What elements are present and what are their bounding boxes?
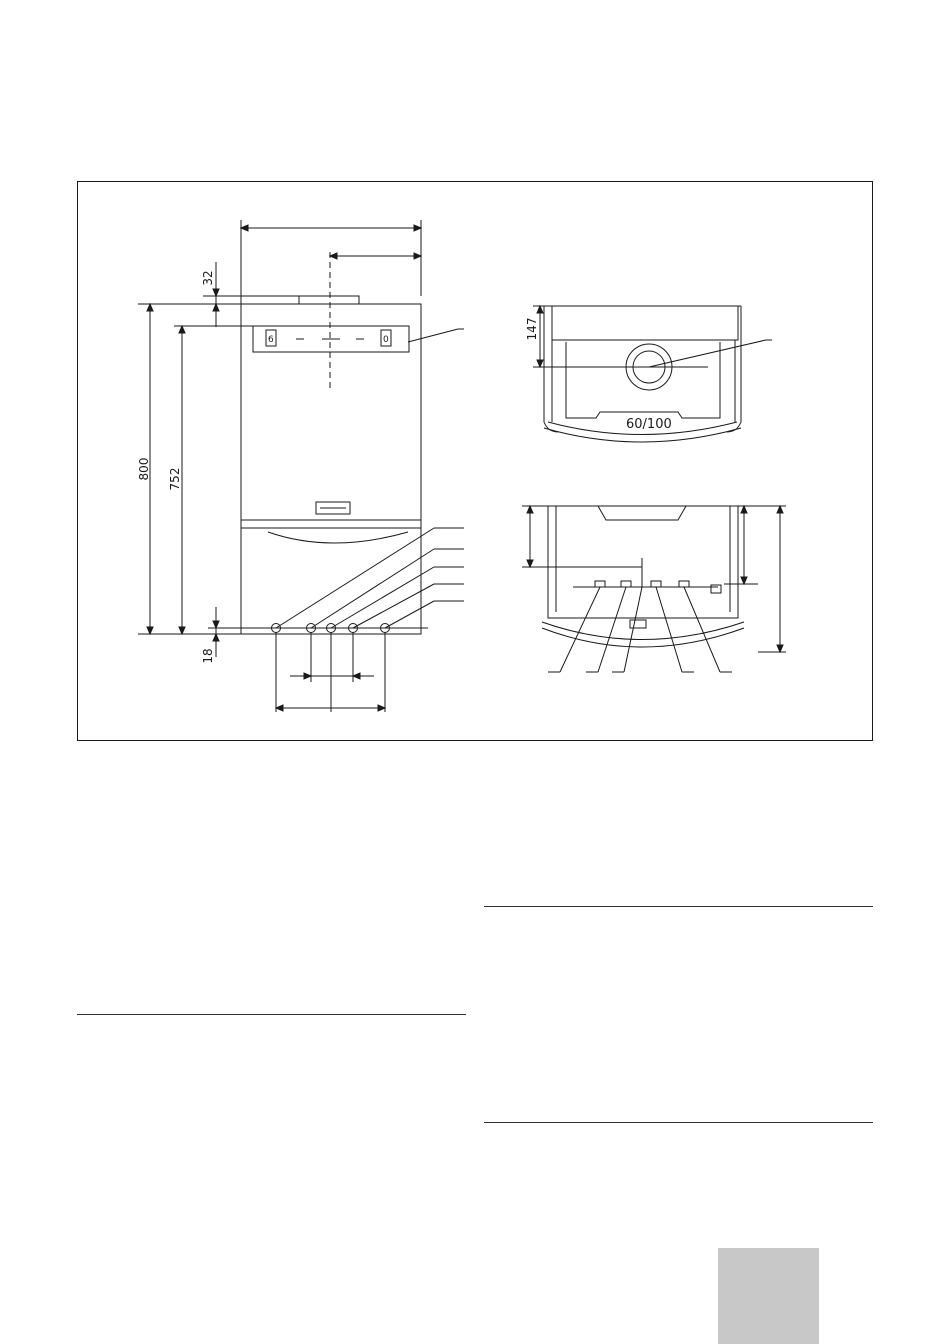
section-rule <box>484 1122 873 1123</box>
front-casing <box>241 304 421 634</box>
section-rule <box>77 1014 466 1015</box>
dim-18-label: 18 <box>201 648 215 664</box>
figure-frame <box>77 181 873 741</box>
svg-text:0: 0 <box>383 335 389 345</box>
section-rule <box>484 906 873 907</box>
dimension-drawing <box>78 182 874 742</box>
bottom-view <box>522 506 786 672</box>
dim-147-label: 147 <box>525 317 539 341</box>
dim-32-label: 32 <box>201 270 215 286</box>
page-tab <box>718 1248 819 1344</box>
flue-size-label: 60/100 <box>626 417 672 432</box>
svg-text:6: 6 <box>268 335 274 345</box>
dim-752-label: 752 <box>168 467 182 491</box>
dim-800-label: 800 <box>137 457 151 481</box>
front-view <box>138 220 464 712</box>
